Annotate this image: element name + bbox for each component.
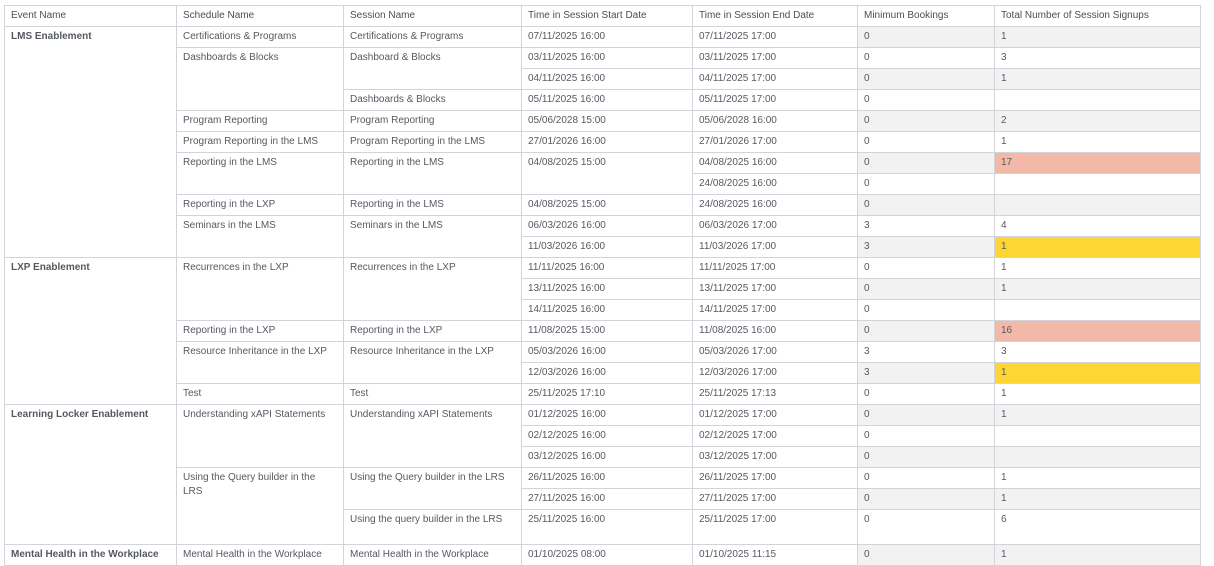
schedule-name-cell: Resource Inheritance in the LXP bbox=[177, 342, 344, 384]
end-date-cell: 07/11/2025 17:00 bbox=[693, 27, 858, 48]
start-date-cell: 27/11/2025 16:00 bbox=[522, 489, 693, 510]
minimum-bookings-cell: 0 bbox=[858, 90, 995, 111]
table-row bbox=[5, 384, 1201, 405]
schedule-name-cell: Program Reporting in the LMS bbox=[177, 132, 344, 153]
event-name-cell: Mental Health in the Workplace bbox=[5, 545, 177, 566]
start-date-cell: 12/03/2026 16:00 bbox=[522, 363, 693, 384]
session-name-cell: Recurrences in the LXP bbox=[344, 258, 522, 321]
table-row bbox=[5, 153, 1201, 174]
signups-cell: 4 bbox=[995, 216, 1201, 237]
table-row bbox=[5, 258, 1201, 279]
event-name-cell: LMS Enablement bbox=[5, 27, 177, 258]
signups-cell bbox=[995, 300, 1201, 321]
start-date-cell: 05/03/2026 16:00 bbox=[522, 342, 693, 363]
table-row bbox=[5, 111, 1201, 132]
end-date-cell: 24/08/2025 16:00 bbox=[693, 195, 858, 216]
minimum-bookings-cell: 0 bbox=[858, 195, 995, 216]
minimum-bookings-cell: 0 bbox=[858, 48, 995, 69]
event-name-cell: Learning Locker Enablement bbox=[5, 405, 177, 545]
start-date-cell: 03/12/2025 16:00 bbox=[522, 447, 693, 468]
signups-cell-low: 1 bbox=[995, 237, 1201, 258]
schedule-name-cell: Mental Health in the Workplace bbox=[177, 545, 344, 566]
end-date-cell: 13/11/2025 17:00 bbox=[693, 279, 858, 300]
minimum-bookings-cell: 0 bbox=[858, 69, 995, 90]
end-date-cell: 05/03/2026 17:00 bbox=[693, 342, 858, 363]
signups-cell: 1 bbox=[995, 545, 1201, 566]
schedule-name-cell: Understanding xAPI Statements bbox=[177, 405, 344, 468]
minimum-bookings-cell: 0 bbox=[858, 405, 995, 426]
column-header-schedule-name[interactable]: Schedule Name bbox=[177, 6, 344, 27]
start-date-cell: 11/08/2025 15:00 bbox=[522, 321, 693, 342]
minimum-bookings-cell: 0 bbox=[858, 27, 995, 48]
column-header-event-name[interactable]: Event Name bbox=[5, 6, 177, 27]
minimum-bookings-cell: 0 bbox=[858, 111, 995, 132]
schedule-name-cell: Reporting in the LXP bbox=[177, 195, 344, 216]
event-name-cell: LXP Enablement bbox=[5, 258, 177, 405]
schedule-name-cell: Program Reporting bbox=[177, 111, 344, 132]
minimum-bookings-cell: 0 bbox=[858, 447, 995, 468]
signups-cell bbox=[995, 426, 1201, 447]
schedule-name-cell: Dashboards & Blocks bbox=[177, 48, 344, 111]
end-date-cell: 02/12/2025 17:00 bbox=[693, 426, 858, 447]
end-date-cell: 01/10/2025 11:15 bbox=[693, 545, 858, 566]
signups-cell bbox=[995, 195, 1201, 216]
signups-cell: 1 bbox=[995, 69, 1201, 90]
signups-cell bbox=[995, 90, 1201, 111]
end-date-cell: 01/12/2025 17:00 bbox=[693, 405, 858, 426]
session-name-cell: Program Reporting bbox=[344, 111, 522, 132]
session-signups-table bbox=[4, 5, 1201, 566]
session-name-cell: Dashboards & Blocks bbox=[344, 90, 522, 111]
start-date-cell: 26/11/2025 16:00 bbox=[522, 468, 693, 489]
minimum-bookings-cell: 0 bbox=[858, 468, 995, 489]
start-date-cell: 11/11/2025 16:00 bbox=[522, 258, 693, 279]
minimum-bookings-cell: 0 bbox=[858, 300, 995, 321]
start-date-cell: 04/11/2025 16:00 bbox=[522, 69, 693, 90]
end-date-cell: 03/12/2025 17:00 bbox=[693, 447, 858, 468]
signups-cell bbox=[995, 174, 1201, 195]
minimum-bookings-cell: 0 bbox=[858, 384, 995, 405]
session-name-cell: Dashboard & Blocks bbox=[344, 48, 522, 90]
start-date-cell: 03/11/2025 16:00 bbox=[522, 48, 693, 69]
signups-cell: 2 bbox=[995, 111, 1201, 132]
minimum-bookings-cell: 3 bbox=[858, 216, 995, 237]
session-name-cell: Reporting in the LXP bbox=[344, 321, 522, 342]
column-header-total-signups[interactable]: Total Number of Session Signups bbox=[995, 6, 1201, 27]
start-date-cell: 07/11/2025 16:00 bbox=[522, 27, 693, 48]
signups-cell: 1 bbox=[995, 132, 1201, 153]
session-name-cell: Reporting in the LMS bbox=[344, 195, 522, 216]
table-row bbox=[5, 27, 1201, 48]
schedule-name-cell: Recurrences in the LXP bbox=[177, 258, 344, 321]
signups-cell: 3 bbox=[995, 48, 1201, 69]
end-date-cell: 12/03/2026 17:00 bbox=[693, 363, 858, 384]
table-row bbox=[5, 195, 1201, 216]
end-date-cell: 03/11/2025 17:00 bbox=[693, 48, 858, 69]
end-date-cell: 05/11/2025 17:00 bbox=[693, 90, 858, 111]
table-row bbox=[5, 468, 1201, 489]
minimum-bookings-cell: 0 bbox=[858, 174, 995, 195]
end-date-cell: 05/06/2028 16:00 bbox=[693, 111, 858, 132]
minimum-bookings-cell: 0 bbox=[858, 510, 995, 545]
end-date-cell: 27/11/2025 17:00 bbox=[693, 489, 858, 510]
signups-cell: 1 bbox=[995, 468, 1201, 489]
session-name-cell: Test bbox=[344, 384, 522, 405]
start-date-cell: 27/01/2026 16:00 bbox=[522, 132, 693, 153]
start-date-cell: 25/11/2025 16:00 bbox=[522, 510, 693, 545]
end-date-cell: 25/11/2025 17:13 bbox=[693, 384, 858, 405]
end-date-cell: 25/11/2025 17:00 bbox=[693, 510, 858, 545]
column-header-minimum-bookings[interactable]: Minimum Bookings bbox=[858, 6, 995, 27]
session-name-cell: Seminars in the LMS bbox=[344, 216, 522, 258]
start-date-cell: 04/08/2025 15:00 bbox=[522, 153, 693, 195]
column-header-end-date[interactable]: Time in Session End Date bbox=[693, 6, 858, 27]
signups-cell: 1 bbox=[995, 279, 1201, 300]
signups-cell bbox=[995, 447, 1201, 468]
signups-cell-high: 16 bbox=[995, 321, 1201, 342]
end-date-cell: 27/01/2026 17:00 bbox=[693, 132, 858, 153]
end-date-cell: 04/11/2025 17:00 bbox=[693, 69, 858, 90]
session-name-cell: Using the Query builder in the LRS bbox=[344, 468, 522, 510]
end-date-cell: 26/11/2025 17:00 bbox=[693, 468, 858, 489]
end-date-cell: 24/08/2025 16:00 bbox=[693, 174, 858, 195]
end-date-cell: 14/11/2025 17:00 bbox=[693, 300, 858, 321]
start-date-cell: 01/12/2025 16:00 bbox=[522, 405, 693, 426]
start-date-cell: 13/11/2025 16:00 bbox=[522, 279, 693, 300]
schedule-name-cell: Certifications & Programs bbox=[177, 27, 344, 48]
minimum-bookings-cell: 0 bbox=[858, 132, 995, 153]
session-name-cell: Using the query builder in the LRS bbox=[344, 510, 522, 545]
session-name-cell: Resource Inheritance in the LXP bbox=[344, 342, 522, 384]
table-row bbox=[5, 216, 1201, 237]
schedule-name-cell: Reporting in the LMS bbox=[177, 153, 344, 195]
table-row bbox=[5, 342, 1201, 363]
minimum-bookings-cell: 0 bbox=[858, 489, 995, 510]
column-header-session-name[interactable]: Session Name bbox=[344, 6, 522, 27]
header-row bbox=[5, 6, 1201, 27]
end-date-cell: 06/03/2026 17:00 bbox=[693, 216, 858, 237]
start-date-cell: 11/03/2026 16:00 bbox=[522, 237, 693, 258]
table-row bbox=[5, 48, 1201, 69]
minimum-bookings-cell: 0 bbox=[858, 545, 995, 566]
schedule-name-cell: Seminars in the LMS bbox=[177, 216, 344, 258]
end-date-cell: 11/11/2025 17:00 bbox=[693, 258, 858, 279]
signups-cell: 1 bbox=[995, 489, 1201, 510]
start-date-cell: 04/08/2025 15:00 bbox=[522, 195, 693, 216]
session-name-cell: Mental Health in the Workplace bbox=[344, 545, 522, 566]
signups-cell-high: 17 bbox=[995, 153, 1201, 174]
session-name-cell: Certifications & Programs bbox=[344, 27, 522, 48]
signups-cell: 1 bbox=[995, 384, 1201, 405]
start-date-cell: 02/12/2025 16:00 bbox=[522, 426, 693, 447]
minimum-bookings-cell: 0 bbox=[858, 321, 995, 342]
table-row bbox=[5, 545, 1201, 566]
signups-cell: 3 bbox=[995, 342, 1201, 363]
session-name-cell: Program Reporting in the LMS bbox=[344, 132, 522, 153]
minimum-bookings-cell: 3 bbox=[858, 237, 995, 258]
end-date-cell: 04/08/2025 16:00 bbox=[693, 153, 858, 174]
end-date-cell: 11/08/2025 16:00 bbox=[693, 321, 858, 342]
minimum-bookings-cell: 0 bbox=[858, 258, 995, 279]
start-date-cell: 05/11/2025 16:00 bbox=[522, 90, 693, 111]
start-date-cell: 25/11/2025 17:10 bbox=[522, 384, 693, 405]
session-name-cell: Reporting in the LMS bbox=[344, 153, 522, 195]
start-date-cell: 14/11/2025 16:00 bbox=[522, 300, 693, 321]
signups-cell: 1 bbox=[995, 405, 1201, 426]
minimum-bookings-cell: 0 bbox=[858, 279, 995, 300]
end-date-cell: 11/03/2026 17:00 bbox=[693, 237, 858, 258]
start-date-cell: 05/06/2028 15:00 bbox=[522, 111, 693, 132]
column-header-start-date[interactable]: Time in Session Start Date bbox=[522, 6, 693, 27]
schedule-name-cell: Using the Query builder in the LRS bbox=[177, 468, 344, 545]
start-date-cell: 01/10/2025 08:00 bbox=[522, 545, 693, 566]
minimum-bookings-cell: 3 bbox=[858, 363, 995, 384]
minimum-bookings-cell: 0 bbox=[858, 426, 995, 447]
session-name-cell: Understanding xAPI Statements bbox=[344, 405, 522, 468]
start-date-cell: 06/03/2026 16:00 bbox=[522, 216, 693, 237]
table-row bbox=[5, 405, 1201, 426]
signups-cell: 1 bbox=[995, 258, 1201, 279]
schedule-name-cell: Test bbox=[177, 384, 344, 405]
table-row bbox=[5, 132, 1201, 153]
signups-cell-low: 1 bbox=[995, 363, 1201, 384]
signups-cell: 6 bbox=[995, 510, 1201, 545]
table-row bbox=[5, 321, 1201, 342]
minimum-bookings-cell: 3 bbox=[858, 342, 995, 363]
schedule-name-cell: Reporting in the LXP bbox=[177, 321, 344, 342]
signups-cell: 1 bbox=[995, 27, 1201, 48]
minimum-bookings-cell: 0 bbox=[858, 153, 995, 174]
